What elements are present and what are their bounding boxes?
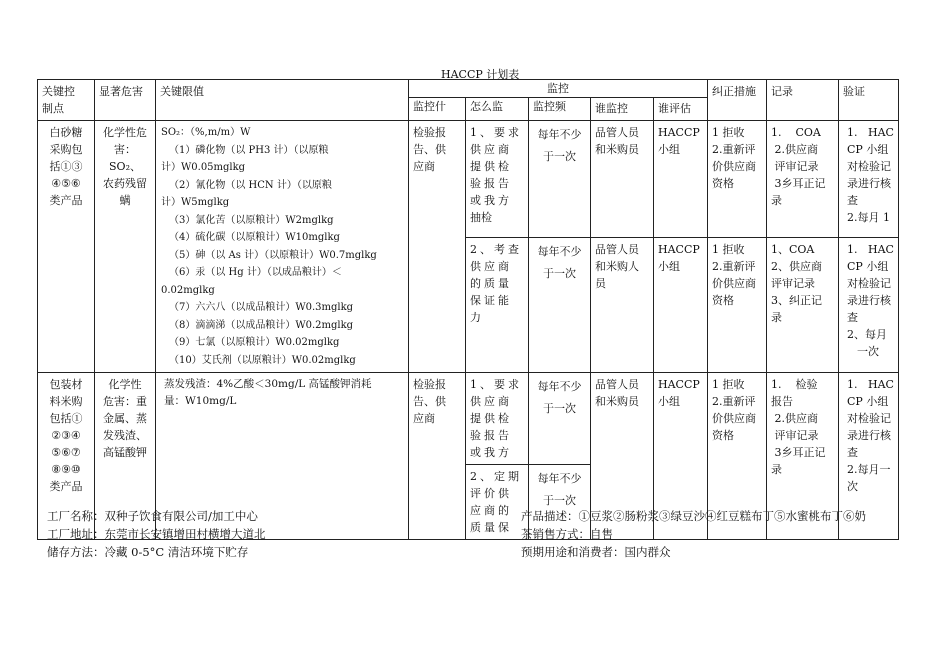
limit-line: （7）六六八（以成品粮计）W0.3mglkg xyxy=(169,302,354,313)
header-evaluate-who: 谁评估 xyxy=(654,98,708,121)
records-cell xyxy=(767,237,839,372)
monitor-frequency-cell xyxy=(529,373,591,465)
limit-line: （5）砷（以 As 计）（以原粮计）W0.7mglkg xyxy=(169,249,377,261)
limit-line: 计）W0.05mglkg xyxy=(161,162,246,173)
how-line: 供应商 xyxy=(470,259,512,273)
verification-line: 录进行核 xyxy=(847,177,891,190)
freq-line: 于一次 xyxy=(543,150,576,163)
corrective-line: 1 拒收 xyxy=(712,242,745,256)
header-hazard: 显著危害 xyxy=(95,80,156,121)
header-corrective: 纠正措施 xyxy=(708,80,767,121)
verification-line: 对检验记 xyxy=(847,412,891,425)
how-line: 2、考查 xyxy=(470,242,522,256)
limit-line: （2）氰化物（以 HCN 计）（以原粮 xyxy=(169,179,332,191)
table-row xyxy=(38,373,899,465)
header-monitor-how: 怎么监 xyxy=(466,98,529,121)
corrective-line: 2.重新评 xyxy=(712,143,756,156)
evaluate-who-cell xyxy=(654,121,708,238)
verification-line: 2.每月 1 xyxy=(847,211,890,224)
header-monitor-what: 监控什 xyxy=(409,98,466,121)
factory-address: 工厂地址：东莞市长安镇增田村横增大道北 xyxy=(47,527,266,541)
corrective-line: 2.重新评 xyxy=(712,395,756,408)
how-line: 供应商 xyxy=(470,395,512,408)
hazard-line: 化学性危 xyxy=(103,126,147,139)
evaluate-line: HACCP xyxy=(658,242,700,256)
what-line: 检验报 xyxy=(413,378,446,391)
records-line: 录 xyxy=(771,310,782,324)
ccp-line: ④⑤⑥ xyxy=(51,177,81,190)
verification-line: 查 xyxy=(847,310,858,324)
intended-use: 预期用途和消费者：国内群众 xyxy=(521,545,671,559)
records-line: 录 xyxy=(771,194,782,207)
how-line: 提供检 xyxy=(470,412,512,425)
freq-line: 每年不少 xyxy=(537,244,582,258)
ccp-line: 白砂糖 xyxy=(49,126,83,139)
ccp-line: 料米购 xyxy=(49,395,83,408)
verification-line: 1. HAC xyxy=(847,378,894,391)
monitor-frequency-cell xyxy=(529,121,591,238)
verification-line: CP 小组 xyxy=(847,143,889,156)
who-line: 和米购人 xyxy=(595,259,639,273)
who-line: 品管人员 xyxy=(595,126,639,139)
how-line: 验报告 xyxy=(470,177,512,190)
how-line: 的质量 xyxy=(470,276,512,290)
corrective-line: 价供应商 xyxy=(712,276,756,290)
monitor-how-cell xyxy=(466,237,529,372)
monitor-who-cell xyxy=(591,121,654,238)
sales-method: 茶销售方式：自售 xyxy=(521,527,613,541)
freq-line: 于一次 xyxy=(543,266,576,280)
freq-line: 于一次 xyxy=(543,494,576,507)
ccp-line: 类产品 xyxy=(49,480,83,493)
evaluate-line: HACCP xyxy=(658,126,700,139)
records-line: 1. 检验 xyxy=(771,378,818,391)
corrective-cell xyxy=(708,121,767,238)
monitor-how-cell xyxy=(466,373,529,465)
limit-line: 计）W5mglkg xyxy=(161,197,230,208)
freq-line: 每年不少 xyxy=(537,472,582,485)
how-line: 保证能 xyxy=(470,293,512,307)
verification-line: 次 xyxy=(847,480,858,493)
how-line: 质量保 xyxy=(470,521,512,534)
records-line: 1. COA xyxy=(771,126,821,139)
hazard-line: 螨 xyxy=(119,194,131,207)
how-line: 评价供 xyxy=(470,487,512,500)
ccp-line: ⑧⑨⑩ xyxy=(51,463,81,476)
records-line: 3、纠正记 xyxy=(771,293,822,307)
verification-line: 查 xyxy=(847,446,858,459)
ccp-line: ⑤⑥⑦ xyxy=(51,446,81,459)
header-ccp xyxy=(38,80,95,121)
limit-line: （1）磷化物（以 PH3 计）（以原粮 xyxy=(169,144,329,156)
what-line: 告、供 xyxy=(413,395,446,408)
monitor-who-cell xyxy=(591,237,654,372)
footer-right xyxy=(521,507,901,561)
verification-line: 对检验记 xyxy=(847,276,891,290)
limit-line: （8）滴滴涕（以成品粮计）W0.2mglkg xyxy=(169,319,354,331)
verification-line: 1. HAC xyxy=(847,242,894,256)
verification-line: 1. HAC xyxy=(847,126,894,139)
what-line: 应商 xyxy=(413,160,435,173)
footer-left xyxy=(47,507,266,561)
how-line: 或我方 xyxy=(470,446,512,459)
hazard-line: 发残渣、 xyxy=(103,429,147,442)
limit-line: （6）汞（以 Hg 计）（以成品粮计）＜ xyxy=(169,267,342,278)
who-line: 和米购员 xyxy=(595,395,639,408)
monitor-how-cell xyxy=(466,121,529,238)
verification-line: 录进行核 xyxy=(847,429,891,442)
limit-line: （3）氯化苦（以原粮计）W2mglkg xyxy=(169,214,334,226)
hazard-line: 化学性 xyxy=(108,378,142,391)
verification-line: 对检验记 xyxy=(847,160,891,173)
who-line: 品管人员 xyxy=(595,242,639,256)
header-ccp-line: 关键控 xyxy=(42,85,75,98)
monitor-how-cell xyxy=(466,465,529,540)
records-line: 报告 xyxy=(771,395,793,408)
storage-method: 储存方法：冷藏 0-5°C 清洁环境下贮存 xyxy=(47,545,249,559)
how-line: 力 xyxy=(470,310,484,324)
corrective-line: 价供应商 xyxy=(712,412,756,425)
what-line: 告、供 xyxy=(413,143,446,156)
how-line: 抽检 xyxy=(470,211,492,224)
hazard-line: 危害：重 xyxy=(103,395,147,408)
critical-limits-cell xyxy=(156,121,409,373)
corrective-line: 资格 xyxy=(712,177,734,190)
haccp-plan-table xyxy=(37,79,899,540)
header-ccp-line: 制点 xyxy=(42,102,64,115)
ccp-line: 包装材 xyxy=(49,378,83,391)
monitor-what-cell xyxy=(409,121,466,373)
records-line: 1、COA xyxy=(771,242,815,256)
ccp-line: 括①③ xyxy=(49,160,83,173)
how-line: 验报告 xyxy=(470,429,512,442)
who-line: 品管人员 xyxy=(595,378,639,391)
limit-line: 量：W10mg/L xyxy=(164,395,237,407)
how-line: 2、定期 xyxy=(470,470,522,483)
verification-line: 2.每月一 xyxy=(847,463,891,476)
hazard-line: 害：SO₂、 xyxy=(109,143,141,173)
who-line: 和米购员 xyxy=(595,143,639,156)
limit-line: SO₂：（%,m/m）W xyxy=(161,127,251,138)
hazard-line: 高锰酸钾 xyxy=(103,446,147,459)
monitor-what-cell xyxy=(409,373,466,540)
evaluate-line: 小组 xyxy=(658,143,680,156)
corrective-line: 1 拒收 xyxy=(712,378,745,391)
records-line: 2、供应商 xyxy=(771,259,822,273)
records-line: 评审记录 xyxy=(771,160,819,173)
header-monitor-frequency: 监控频 xyxy=(529,98,591,121)
ccp-line: 包括① xyxy=(49,412,83,425)
records-line: 3乡耳正记 xyxy=(771,177,826,190)
how-line: 供应商 xyxy=(470,143,512,156)
limit-line: （10）艾氏剂（以原粮计）W0.02mglkg xyxy=(169,354,356,366)
header-critical-limits: 关键限值 xyxy=(156,80,409,121)
records-line: 2.供应商 xyxy=(771,143,818,156)
how-line: 或我方 xyxy=(470,194,512,207)
hazard-cell xyxy=(95,121,156,373)
how-line: 提供检 xyxy=(470,160,512,173)
how-line: 1、要求 xyxy=(470,378,522,391)
corrective-line: 资格 xyxy=(712,293,734,307)
header-verification: 验证 xyxy=(839,80,899,121)
records-line: 2.供应商 xyxy=(771,412,818,425)
ccp-line: ②③④ xyxy=(51,429,81,442)
ccp-cell xyxy=(38,121,95,373)
records-line: 3乡耳正记 xyxy=(771,446,826,459)
monitor-frequency-cell xyxy=(529,237,591,372)
how-line: 1、要求 xyxy=(470,126,522,139)
header-monitoring: 监控 xyxy=(409,80,708,98)
verification-line: 2、每月 xyxy=(847,327,887,341)
limit-line: （9）七氯（以原粮计）W0.02mglkg xyxy=(169,337,340,348)
who-line: 员 xyxy=(595,276,606,290)
records-line: 录 xyxy=(771,463,782,476)
freq-line: 每年不少 xyxy=(537,380,582,393)
evaluate-line: HACCP xyxy=(658,378,700,391)
corrective-line: 价供应商 xyxy=(712,160,756,173)
limit-line: （4）硫化碳（以原粮计）W10mglkg xyxy=(169,232,340,243)
what-line: 应商 xyxy=(413,412,435,425)
product-description: 产品描述：①豆浆②肠粉浆③绿豆沙④红豆糕布丁⑤水蜜桃布丁⑥奶 xyxy=(521,509,866,523)
records-cell xyxy=(767,121,839,238)
evaluate-line: 小组 xyxy=(658,395,680,408)
freq-line: 于一次 xyxy=(543,402,576,415)
records-line: 评审记录 xyxy=(771,429,819,442)
verification-cell xyxy=(839,237,899,372)
factory-name: 工厂名称：双种子饮食有限公司/加工中心 xyxy=(47,509,258,523)
records-line: 评审记录 xyxy=(771,276,815,290)
corrective-line: 1 拒收 xyxy=(712,126,745,139)
evaluate-who-cell xyxy=(654,237,708,372)
verification-line: 查 xyxy=(847,194,858,207)
limit-line: 0.02mglkg xyxy=(161,284,215,296)
verification-cell xyxy=(839,121,899,238)
corrective-line: 2.重新评 xyxy=(712,259,756,273)
hazard-line: 金属、蒸 xyxy=(103,412,147,425)
how-line: 应商的 xyxy=(470,504,512,517)
page-title: HACCP 计划表 xyxy=(441,68,520,81)
ccp-line: 采购包 xyxy=(49,143,83,156)
verification-line: 一次 xyxy=(857,344,879,358)
hazard-line: 农药残留 xyxy=(103,177,147,190)
corrective-line: 资格 xyxy=(712,429,734,442)
verification-line: CP 小组 xyxy=(847,395,889,408)
freq-line: 每年不少 xyxy=(537,128,582,141)
verification-line: CP 小组 xyxy=(847,259,889,273)
header-records: 记录 xyxy=(767,80,839,121)
header-monitor-who: 谁监控 xyxy=(591,98,654,121)
ccp-line: 类产品 xyxy=(49,194,83,207)
verification-line: 录进行核 xyxy=(847,293,891,307)
limit-line: 蒸发残渣：4%乙酸＜30mg/L 高锰酸钾消耗 xyxy=(164,378,372,390)
what-line: 检验报 xyxy=(413,126,446,139)
corrective-cell xyxy=(708,237,767,372)
table-row xyxy=(38,121,899,238)
evaluate-line: 小组 xyxy=(658,259,680,273)
